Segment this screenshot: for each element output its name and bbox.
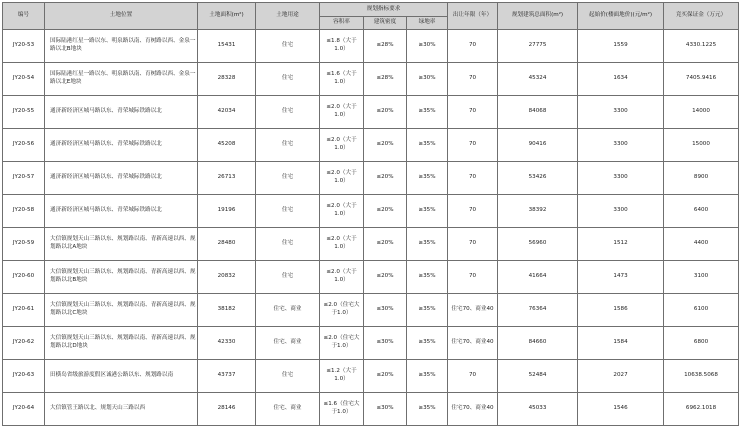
cell-deposit: 7405.9416 <box>664 63 739 96</box>
cell-use: 住宅 <box>256 162 320 195</box>
cell-deposit: 6800 <box>664 327 739 360</box>
cell-price: 1634 <box>578 63 664 96</box>
cell-code: JY20-64 <box>3 393 45 426</box>
cell-location: 通济新经济区城马路以东、青荣城际铁路以北 <box>45 129 198 162</box>
cell-deposit: 3100 <box>664 261 739 294</box>
cell-far: ≤2.0（大于1.0） <box>320 162 364 195</box>
cell-area: 28480 <box>198 228 256 261</box>
table-row <box>3 327 739 360</box>
header-deposit: 竞买保证金（万元） <box>664 3 739 30</box>
cell-far: ≤2.0（大于1.0） <box>320 96 364 129</box>
cell-area: 26713 <box>198 162 256 195</box>
table-row <box>3 261 739 294</box>
cell-code: JY20-54 <box>3 63 45 96</box>
cell-area: 38182 <box>198 294 256 327</box>
header-green: 绿地率 <box>407 17 448 30</box>
cell-deposit: 4400 <box>664 228 739 261</box>
table-row <box>3 228 739 261</box>
cell-area: 45208 <box>198 129 256 162</box>
cell-price: 2027 <box>578 360 664 393</box>
header-area: 土地面积(m²) <box>198 3 256 30</box>
cell-location: 大信镇管王路以北、规划天山三路以西 <box>45 393 198 426</box>
cell-build-area: 41664 <box>498 261 578 294</box>
cell-price: 1512 <box>578 228 664 261</box>
table-row <box>3 294 739 327</box>
cell-location: 通济新经济区城马路以东、青荣城际铁路以北 <box>45 96 198 129</box>
cell-use: 住宅 <box>256 30 320 63</box>
header-use: 土地用途 <box>256 3 320 30</box>
table-row <box>3 129 739 162</box>
cell-deposit: 4330.1225 <box>664 30 739 63</box>
cell-far: ≤1.2（大于1.0） <box>320 360 364 393</box>
cell-code: JY20-55 <box>3 96 45 129</box>
header-density: 建筑密度 <box>364 17 407 30</box>
cell-price: 1559 <box>578 30 664 63</box>
cell-price: 1584 <box>578 327 664 360</box>
cell-density: ≤28% <box>364 63 407 96</box>
cell-use: 住宅 <box>256 195 320 228</box>
cell-price: 1586 <box>578 294 664 327</box>
cell-code: JY20-62 <box>3 327 45 360</box>
cell-deposit: 6100 <box>664 294 739 327</box>
cell-deposit: 6962.1018 <box>664 393 739 426</box>
cell-green: ≥35% <box>407 261 448 294</box>
cell-code: JY20-59 <box>3 228 45 261</box>
cell-term: 70 <box>448 96 498 129</box>
cell-area: 42034 <box>198 96 256 129</box>
land-auction-table <box>2 2 739 426</box>
cell-code: JY20-63 <box>3 360 45 393</box>
cell-far: ≤1.6（住宅大于1.0） <box>320 393 364 426</box>
cell-build-area: 53426 <box>498 162 578 195</box>
cell-density: ≤20% <box>364 129 407 162</box>
cell-build-area: 38392 <box>498 195 578 228</box>
cell-term: 70 <box>448 261 498 294</box>
cell-use: 住宅 <box>256 261 320 294</box>
cell-code: JY20-57 <box>3 162 45 195</box>
table-row <box>3 393 739 426</box>
header-plan: 规划指标要求 <box>320 3 448 17</box>
cell-green: ≥35% <box>407 393 448 426</box>
cell-price: 3300 <box>578 195 664 228</box>
cell-green: ≥30% <box>407 63 448 96</box>
cell-build-area: 76364 <box>498 294 578 327</box>
cell-density: ≤20% <box>364 228 407 261</box>
cell-use: 住宅 <box>256 63 320 96</box>
cell-build-area: 90416 <box>498 129 578 162</box>
cell-deposit: 8900 <box>664 162 739 195</box>
cell-location: 大信镇规划天山三路以东、规划路以南、青新高速以西、规划路以北C地块 <box>45 294 198 327</box>
cell-far: ≤2.0（大于1.0） <box>320 228 364 261</box>
cell-build-area: 27775 <box>498 30 578 63</box>
cell-term: 70 <box>448 195 498 228</box>
cell-area: 43737 <box>198 360 256 393</box>
cell-use: 住宅 <box>256 228 320 261</box>
cell-price: 3300 <box>578 96 664 129</box>
cell-term: 70 <box>448 162 498 195</box>
cell-deposit: 15000 <box>664 129 739 162</box>
cell-term: 住宅70、商业40 <box>448 327 498 360</box>
table-body <box>3 30 739 426</box>
header-location: 土地位置 <box>45 3 198 30</box>
cell-price: 3300 <box>578 129 664 162</box>
cell-green: ≥35% <box>407 195 448 228</box>
cell-use: 住宅 <box>256 129 320 162</box>
cell-use: 住宅、商业 <box>256 393 320 426</box>
cell-location: 大信镇规划天山三路以东、规划路以南、青新高速以西、规划路以北A地块 <box>45 228 198 261</box>
cell-term: 70 <box>448 129 498 162</box>
cell-term: 70 <box>448 228 498 261</box>
cell-term: 70 <box>448 360 498 393</box>
table-row <box>3 162 739 195</box>
cell-use: 住宅 <box>256 360 320 393</box>
cell-far: ≤2.0（大于1.0） <box>320 195 364 228</box>
table-header <box>3 3 739 30</box>
cell-location: 通济新经济区城马路以东、青荣城际铁路以北 <box>45 162 198 195</box>
cell-location: 田横岛省级旅游度假区诚港公路以东、规划路以南 <box>45 360 198 393</box>
cell-code: JY20-56 <box>3 129 45 162</box>
cell-density: ≤20% <box>364 261 407 294</box>
cell-location: 大信镇规划天山三路以东、规划路以南、青新高速以西、规划路以北D地块 <box>45 327 198 360</box>
cell-far: ≤2.0（大于1.0） <box>320 261 364 294</box>
cell-term: 住宅70、商业40 <box>448 393 498 426</box>
header-build-area: 规划建筑总面积(m²) <box>498 3 578 30</box>
cell-far: ≤2.0（大于1.0） <box>320 129 364 162</box>
cell-location: 国际陆港红星一路以东、明泉路以南、育树路以西、金泉一路以北E地块 <box>45 63 198 96</box>
cell-code: JY20-53 <box>3 30 45 63</box>
cell-density: ≤28% <box>364 30 407 63</box>
cell-build-area: 45033 <box>498 393 578 426</box>
cell-deposit: 14000 <box>664 96 739 129</box>
cell-build-area: 56960 <box>498 228 578 261</box>
cell-term: 住宅70、商业40 <box>448 294 498 327</box>
cell-price: 1473 <box>578 261 664 294</box>
cell-area: 20832 <box>198 261 256 294</box>
cell-location: 大信镇规划天山三路以东、规划路以南、青新高速以西、规划路以北B地块 <box>45 261 198 294</box>
cell-density: ≤20% <box>364 162 407 195</box>
table-row <box>3 30 739 63</box>
cell-build-area: 84068 <box>498 96 578 129</box>
cell-area: 15431 <box>198 30 256 63</box>
cell-green: ≥35% <box>407 162 448 195</box>
header-price: 起始价(楼面地价)(元/m²) <box>578 3 664 30</box>
cell-density: ≤30% <box>364 294 407 327</box>
cell-code: JY20-58 <box>3 195 45 228</box>
table-row <box>3 195 739 228</box>
cell-code: JY20-61 <box>3 294 45 327</box>
cell-far: ≤2.0（住宅大于1.0） <box>320 294 364 327</box>
cell-use: 住宅、商业 <box>256 294 320 327</box>
cell-location: 国际陆港红星一路以东、明泉路以南、育树路以西、金泉一路以北B地块 <box>45 30 198 63</box>
cell-green: ≥35% <box>407 96 448 129</box>
cell-far: ≤2.0（住宅大于1.0） <box>320 327 364 360</box>
cell-density: ≤30% <box>364 327 407 360</box>
cell-price: 1546 <box>578 393 664 426</box>
cell-green: ≥35% <box>407 228 448 261</box>
cell-term: 70 <box>448 63 498 96</box>
cell-density: ≤30% <box>364 393 407 426</box>
cell-use: 住宅 <box>256 96 320 129</box>
cell-deposit: 10638.5068 <box>664 360 739 393</box>
cell-code: JY20-60 <box>3 261 45 294</box>
header-code: 编号 <box>3 3 45 30</box>
cell-green: ≥35% <box>407 294 448 327</box>
cell-density: ≤20% <box>364 360 407 393</box>
cell-area: 42330 <box>198 327 256 360</box>
cell-far: ≤1.6（大于1.0） <box>320 63 364 96</box>
cell-far: ≤1.8（大于1.0） <box>320 30 364 63</box>
table-row <box>3 360 739 393</box>
cell-green: ≥30% <box>407 30 448 63</box>
cell-density: ≤20% <box>364 96 407 129</box>
cell-area: 28146 <box>198 393 256 426</box>
header-term: 出让年限（年） <box>448 3 498 30</box>
cell-green: ≥35% <box>407 327 448 360</box>
cell-price: 3300 <box>578 162 664 195</box>
cell-term: 70 <box>448 30 498 63</box>
cell-use: 住宅、商业 <box>256 327 320 360</box>
cell-build-area: 45324 <box>498 63 578 96</box>
cell-location: 通济新经济区城马路以东、青荣城际铁路以北 <box>45 195 198 228</box>
cell-deposit: 6400 <box>664 195 739 228</box>
cell-build-area: 84660 <box>498 327 578 360</box>
table-row <box>3 63 739 96</box>
cell-area: 28328 <box>198 63 256 96</box>
cell-green: ≥35% <box>407 129 448 162</box>
header-far: 容积率 <box>320 17 364 30</box>
cell-density: ≤20% <box>364 195 407 228</box>
cell-area: 19196 <box>198 195 256 228</box>
cell-green: ≥35% <box>407 360 448 393</box>
table-row <box>3 96 739 129</box>
cell-build-area: 52484 <box>498 360 578 393</box>
